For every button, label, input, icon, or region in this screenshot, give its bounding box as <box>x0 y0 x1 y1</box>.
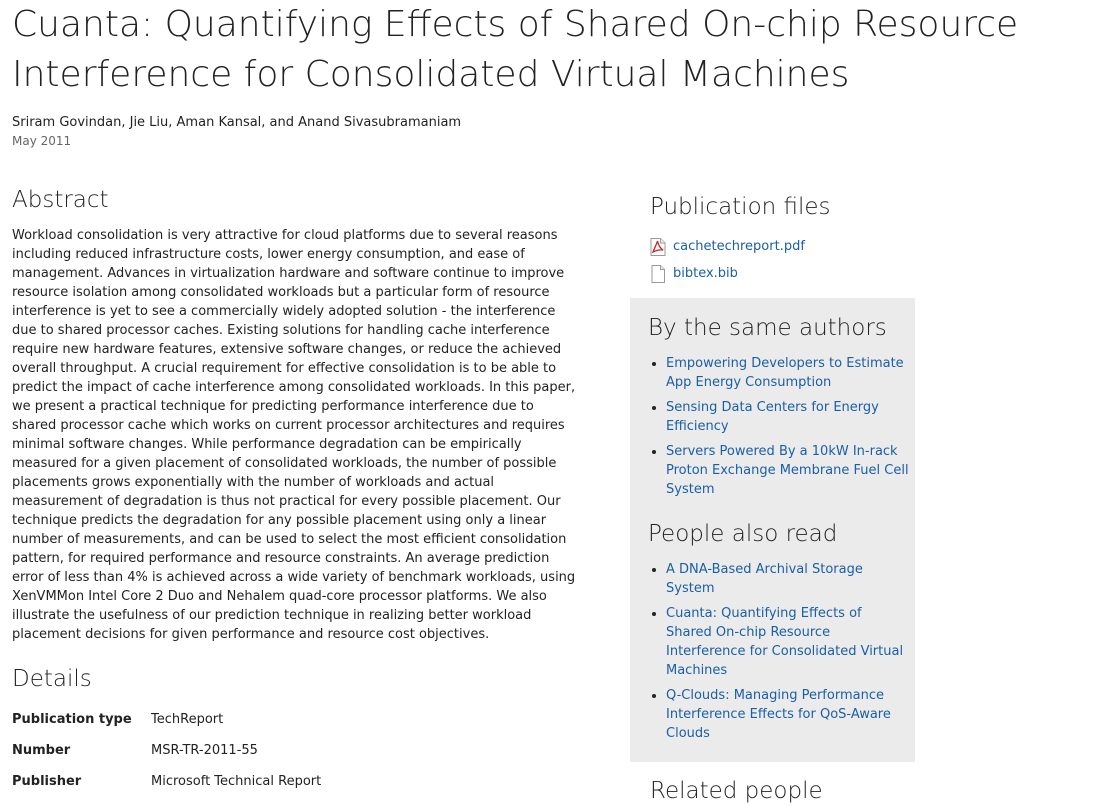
abstract-text: Workload consolidation is very attractive for cloud platforms due to several reasons including reduced infrastructure costs, lower energy consumption, and ease of management. Advances in virtualization hardware and software continue to improve resource isolation among consolidated workloads but a particular form of resource interference is yet to see a commercially widely adopted solution - the interference due to shared processor caches. Existing solutions for handling cache interference require new hardware features, extensive software changes, or reduce the achieved overall throughput. A crucial requirement for effective consolidation is to be able to predict the impact of cache interference among consolidated workloads. In this paper, we present a practical technique for predicting performance interference due to shared processor cache which works on current processor architectures and requires minimal software changes. While performance degradation can be empirically measured for a given placement of consolidated workloads, the number of possible placements grows exponentially with the number of workloads and actual measurement of degradation is thus not practical for every possible placement. Our technique predicts the degradation for any possible placement using only a linear number of measurements, and can be used to select the most efficient consolidation pattern, for required performance and resource constraints. An average prediction error of less than 4% is achieved across a wide variety of benchmark workloads, using XenVMMon Intel Core 2 Duo and Nehalem quad-core processor platforms. We also illustrate the usefulness of our prediction technique in realizing better workload placement decisions for given performance and resource cost objectives. <box>12 228 576 642</box>
also-read-link[interactable]: Cuanta: Quantifying Effects of Shared On-chip Resource Interference for Consolidated Virtual Machines <box>666 606 904 678</box>
list-item[interactable] <box>666 686 910 743</box>
page-title-line-2: Interference for Consolidated Virtual Machines <box>12 54 850 95</box>
also-read-link[interactable]: Q-Clouds: Managing Performance Interference Effects for QoS-Aware Clouds <box>666 688 891 741</box>
same-authors-link[interactable]: Servers Powered By a 10kW In-rack Proton Exchange Membrane Fuel Cell System <box>666 444 909 497</box>
same-authors-list <box>648 354 910 505</box>
details-table <box>12 710 321 803</box>
list-item[interactable] <box>666 354 910 392</box>
document-file-icon <box>650 265 666 283</box>
people-also-read-list <box>648 560 910 749</box>
details-heading: Details <box>12 666 92 692</box>
file-item-bib[interactable] <box>650 260 805 287</box>
list-item[interactable] <box>666 442 910 499</box>
same-authors-link[interactable]: Sensing Data Centers for Energy Efficiency <box>666 400 879 434</box>
file-link-pdf[interactable]: cachetechreport.pdf <box>673 239 805 254</box>
list-item[interactable] <box>666 398 910 436</box>
publication-date: May 2011 <box>12 134 72 148</box>
details-key: Publisher <box>12 774 82 789</box>
publication-files-heading: Publication files <box>650 194 831 220</box>
details-row <box>12 710 321 741</box>
list-item[interactable] <box>666 604 910 680</box>
publication-files-list <box>650 233 805 287</box>
file-item-pdf[interactable] <box>650 233 805 260</box>
list-item[interactable] <box>666 560 910 598</box>
author-list: Sriram Govindan, Jie Liu, Aman Kansal, and Anand Sivasubramaniam <box>12 115 462 130</box>
details-key: Publication type <box>12 712 132 727</box>
same-authors-link[interactable]: Empowering Developers to Estimate App Energy Consumption <box>666 356 904 390</box>
related-people-heading: Related people <box>650 778 823 804</box>
details-value: Microsoft Technical Report <box>151 774 322 789</box>
details-row <box>12 741 321 772</box>
page-title <box>12 0 1112 100</box>
also-read-link[interactable]: A DNA-Based Archival Storage System <box>666 562 863 596</box>
page-title-line-1: Cuanta: Quantifying Effects of Shared On-chip Resource <box>12 4 1019 45</box>
details-value: TechReport <box>151 712 224 727</box>
people-also-read-heading: People also read <box>648 521 838 547</box>
details-key: Number <box>12 743 71 758</box>
details-value: MSR-TR-2011-55 <box>151 743 258 758</box>
details-row <box>12 772 321 803</box>
file-link-bib[interactable]: bibtex.bib <box>673 266 738 281</box>
same-authors-heading: By the same authors <box>648 315 887 341</box>
abstract-heading: Abstract <box>12 187 109 213</box>
pdf-file-icon <box>650 238 666 256</box>
